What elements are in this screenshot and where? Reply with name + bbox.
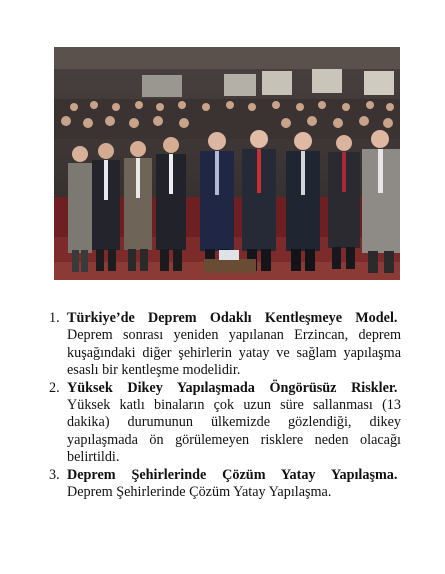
list-item-body: Yüksek katlı binaların çok uzun süre sallanması (13 dakika) durumunun ülkemizde gözlendiği, dikey yapılaşmada ön görülemeyen risklere neden olacağı belirtildi.	[67, 397, 401, 466]
list-item-title: Deprem Şehirlerinde Çözüm Yatay Yapılaşma.	[67, 466, 398, 483]
list-item	[49, 310, 401, 380]
list-item-title: Türkiye’de Deprem Odaklı Kentleşmeye Model	[67, 310, 394, 326]
list-item-title-end: .	[393, 379, 398, 396]
list-item-body: Deprem Şehirlerinde Çözüm Yatay Yapılaşma.	[67, 484, 332, 501]
numbered-list	[49, 310, 401, 501]
list-item-number: 1.	[49, 310, 60, 326]
list-item-title: Yüksek Dikey Yapılaşmada Öngörüsüz Riskler	[67, 379, 394, 396]
list-item-number: 2.	[49, 379, 60, 396]
list-item	[49, 467, 401, 502]
event-photo	[54, 47, 400, 280]
list-item-body: Deprem sonrası yeniden yapılanan Erzincan, deprem kuşağındaki diğer şehirlerin yatay ve sağlam yapılaşma esaslı bir kentleşme modelidir.	[67, 327, 401, 379]
list-item	[49, 380, 401, 467]
list-item-number: 3.	[49, 466, 60, 483]
list-item-title-end: .	[393, 310, 398, 326]
